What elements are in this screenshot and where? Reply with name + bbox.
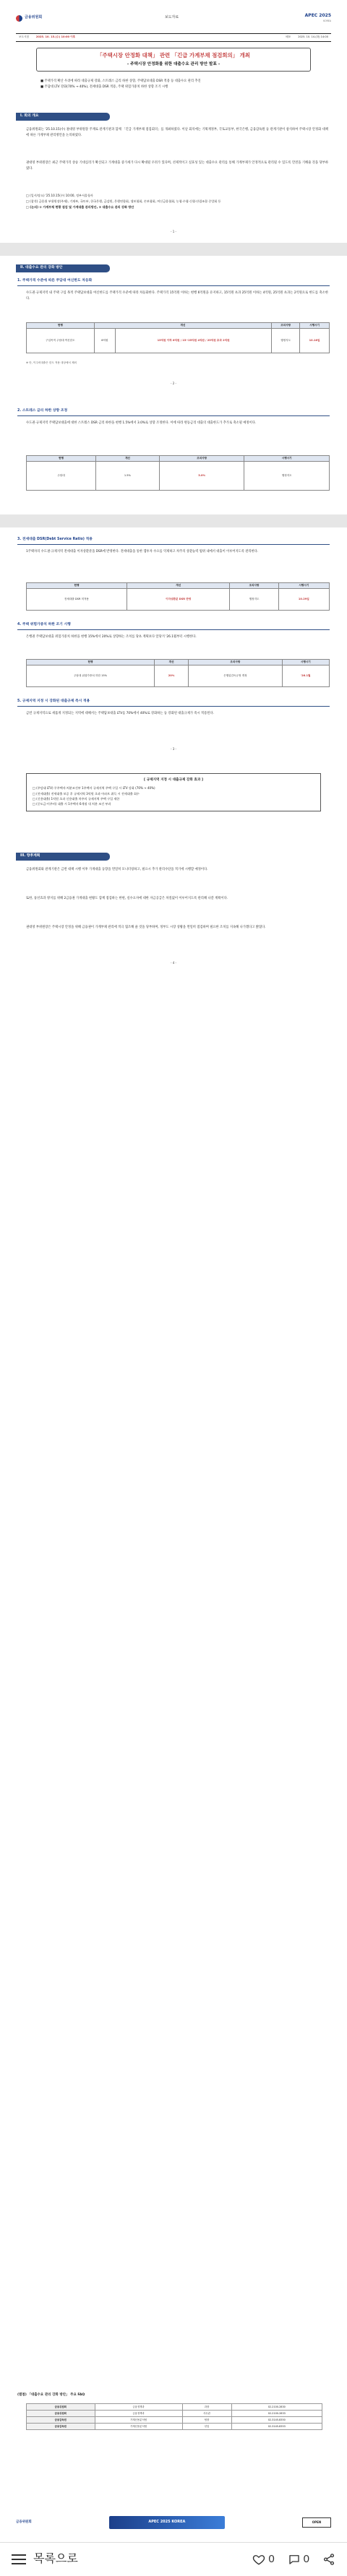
table-row: 구입목적 주담대 여신한도 6억원 15억원 이하 6억원 / 15~25억원 4억원 / 25억원 초과 2억원 행정지도 10.16일 xyxy=(27,329,330,353)
heart-icon xyxy=(252,2553,265,2566)
meeting-info xyxy=(26,194,328,211)
table-stress-rate: 현행 개선 조치사항 시행시기 주담대 1.5% 3.0% 행정지도 xyxy=(26,455,330,491)
section-title: III. 향후계획 xyxy=(16,853,110,861)
paragraph: 권대영 부위원장은 최근 주택가격 상승 기대심리가 확산되고 가계대출 증가세가 다시 확대될 우려가 있다며, 선제적이고 실효성 있는 대출수요 관리를 통해 가계부채가 안정적으로 관리될 수 있도록 만전을 기해줄 것을 당부하였다. xyxy=(26,161,328,171)
page-number: - 2 - xyxy=(171,382,176,385)
table-risk-weight: 현행 개선 조치사항 시행시기 주담대 위험가중치 하한 15% 20% 은행업감독규정 개정 '26.1월 xyxy=(26,659,330,687)
comment-button[interactable] xyxy=(288,2551,309,2567)
release-meta xyxy=(16,33,331,42)
paragraph: 은행권 주택담보대출 위험가중치 하한을 현행 15%에서 20%로 상향하는 조치를 당초 계획보다 앞당겨 '26.1월부터 시행한다. xyxy=(26,635,197,639)
section-title: II. 대출수요 관리 강화 방안 xyxy=(16,264,110,272)
table-row: 금융감독원 가계신용분석팀 선임 02-3145-8353 xyxy=(27,2424,322,2430)
dist-value: 2025. 10. 14.(화) 14:00 xyxy=(298,35,328,39)
open-license-badge: OPEN xyxy=(302,2517,331,2528)
page-number: - 4 - xyxy=(171,961,176,965)
meeting-info-item: □ (일시/장소) '25.10.15(수) 10:00, 정부서울청사 xyxy=(26,194,93,197)
box-item: □ (중도금·이주비) 대출 시 1주택자 6개월 내 처분 조건 부과 xyxy=(33,802,111,806)
like-button[interactable] xyxy=(252,2551,274,2567)
table-row: 전세대출 DSR 미적용 이자상환분 DSR 반영 행정지도 10.29일 xyxy=(27,589,330,611)
org-name: 금융위원회 xyxy=(25,15,43,20)
apec-banner: APEC 2025 KOREA xyxy=(109,2516,225,2529)
share-button[interactable] xyxy=(322,2553,335,2566)
subsection-title: 2. 스트레스 금리 하한 상향 조정 xyxy=(17,409,330,416)
doc-type: 보도자료 xyxy=(164,15,179,20)
paragraph: 금융위원회는 '25.10.15(수) 권대영 부위원장 주재로 관계기관과 함께 「긴급 가계부채 점검회의」를 개최하였다. 이날 회의에는 기획재정부, 국토교통부, 한국은행, 금융감독원 등 관계기관이 참석하여 주택시장 안정화 대책에 따른 가계부채 관리방안을 논의하였다. xyxy=(26,128,328,137)
page-number: - 1 - xyxy=(171,230,176,233)
list-icon[interactable] xyxy=(12,2554,26,2564)
embargo-value: 2025. 10. 15.(수) 10:00 이후 xyxy=(35,35,76,39)
document-header xyxy=(16,4,331,32)
attachment-title: (별첨) 「대출수요 관리 강화 방안」 주요 FAQ xyxy=(17,2393,85,2397)
summary-item: ■ 주담대 LTV 강화(70% → 40%), 전세대출 DSR 적용, 주택 위험가중치 하한 상향 조기 시행 xyxy=(40,85,168,90)
page-separator xyxy=(0,243,347,256)
subsection-title: 4. 주택 위험가중치 하한 조기 시행 xyxy=(17,623,330,630)
paragraph: 또한, 풍선효과 방지를 위해 2금융권 가계대출 현황도 함께 점검하는 한편, 실수요자에 대한 자금공급은 차질없이 이루어지도록 관리해 나갈 계획이다. xyxy=(26,897,228,900)
document-footer xyxy=(16,2512,331,2533)
table-loan-limit: 현행 개선 조치사항 시행시기 구입목적 주담대 여신한도 6억원 15억원 이하 6억원 / 15~25억원 4억원 / 25억원 초과 2억원 행정지도 10.16일 xyxy=(26,322,330,353)
box-item: □ (전세대출) 전세대출 보증 후 규제지역 3억원 초과 아파트 취득 시 전세대출 회수 xyxy=(33,791,140,796)
subsection-title: 3. 전세대출 DSR(Debt Service Ratio) 적용 xyxy=(17,538,330,545)
org-logo xyxy=(16,15,81,22)
page-separator xyxy=(0,514,347,527)
paragraph: 수도권·규제지역 내 주택 구입 목적 주택담보대출 여신한도를 주택가격 수준에 따라 차등화한다. 주택가격 15억원 이하는 현행 6억원을 유지하고, 15억원 초과 25억원 이하는 4억원, 25억원 초과는 2억원으로 한도를 축소한다. xyxy=(26,291,328,301)
paragraph: 수도권·규제지역 주택담보대출에 대한 스트레스 DSR 금리 하한을 현행 1.5%에서 3.0%로 상향 조정한다. 이에 따라 변동금리 대출의 대출한도가 추가로 축소될 예정이다. xyxy=(26,421,257,425)
page-number: - 3 - xyxy=(171,747,176,751)
title-box xyxy=(36,48,311,72)
table-row: 주담대 위험가중치 하한 15% 20% 은행업감독규정 개정 '26.1월 xyxy=(27,665,330,687)
comment-count: 0 xyxy=(303,2553,309,2566)
apec-logo: APEC 2025 KOREA xyxy=(304,13,331,23)
regulation-box xyxy=(26,773,321,811)
box-item: □ (주담대 LTV) 무주택자·처분조건부 1주택자 규제지역 주택 구입 시 LTV 강화 (70% → 40%) xyxy=(33,786,155,791)
table-row: 주담대 1.5% 3.0% 행정지도 xyxy=(27,462,330,491)
contact-table xyxy=(26,2403,322,2430)
paragraph: 1주택자의 수도권·규제지역 전세대출 이자상환분을 DSR에 반영한다. 전세대출을 통한 갭투자 수요를 억제하고 차주의 상환능력 범위 내에서 대출이 이루어지도록 관리한다. xyxy=(26,550,259,553)
table-row: 금융위원회 금융정책과 사무관 02-2100-2833 xyxy=(27,2411,322,2417)
meeting-info-item: □ (논의) ① 가계부채 현황 점검 및 가계대출 관리방안, ② 대출수요 관리 강화 방안 xyxy=(26,204,134,209)
page-title: 「주택시장 안정화 대책」 관련 「긴급 가계부채 점검회의」 개최 xyxy=(97,52,250,59)
paragraph: 금번 규제지역으로 새롭게 지정되는 지역에 대해서는 주택담보대출 LTV를 70%에서 40%로 강화하는 등 강화된 대출규제가 즉시 적용된다. xyxy=(26,712,215,715)
section-title: I. 회의 개요 xyxy=(16,113,110,121)
page-subtitle: - 주택시장 안정화를 위한 대출수요 관리 방안 발표 - xyxy=(127,61,220,66)
dist-label: 배포 xyxy=(286,35,291,39)
summary xyxy=(40,79,311,92)
back-to-list-button[interactable]: 목록으로 xyxy=(33,2553,78,2566)
bottom-app-bar xyxy=(0,2542,347,2576)
paragraph: 권대영 부위원장은 주택시장 안정을 위해 금융권이 가계부채 관리에 적극 협조해 줄 것을 당부하며, 정부도 시장 상황을 면밀히 점검하며 필요한 조치를 지속해 나가겠다고 밝혔다. xyxy=(26,926,266,929)
comment-icon xyxy=(288,2553,301,2566)
table-row: 금융감독원 가계신용분석팀 팀장 02-3145-8350 xyxy=(27,2417,322,2424)
table-note: ※ 단, 이주비대출은 한도 적용 대상에서 제외 xyxy=(26,361,77,364)
table-dsr: 현행 개선 조치사항 시행시기 전세대출 DSR 미적용 이자상환분 DSR 반영 행정지도 10.29일 xyxy=(26,582,330,611)
summary-item: ■ 주택가격 확산 우려에 따라 대출규제 강화, 스트레스 금리 하한 상향, 주택담보대출 DSR 적용 등 대출수요 관리 추진 xyxy=(40,79,201,83)
paragraph: 금융위원회와 관계기관은 금번 대책 시행 이후 가계대출 동향을 면밀히 모니터링하고, 필요시 추가 관리수단을 적기에 시행할 예정이다. xyxy=(26,868,208,871)
meeting-info-item: □ (참석) 금융위 부위원장(주재), 기재부, 국토부, 한국은행, 금감원, 은행연합회, 생보협회, 손보협회, 여신금융협회, 농협·수협·신협·산림조합 중앙회 등 xyxy=(26,199,221,203)
subsection-title: 1. 주택가격 수준에 따른 주담대 여신한도 차등화 xyxy=(17,279,330,286)
government-emblem-icon xyxy=(16,15,22,22)
subsection-title: 5. 규제지역 지정 시 강화된 대출규제 즉시 적용 xyxy=(17,699,330,707)
share-icon xyxy=(322,2553,335,2566)
box-item: □ (신용대출) 1억원 초과 신용대출 차주의 규제지역 주택 구입 제한 xyxy=(33,796,120,801)
embargo-label: 보도시점 xyxy=(19,35,29,39)
box-title: [ 규제지역 지정 시 대출규제 강화 효과 ] xyxy=(144,778,203,782)
like-count: 0 xyxy=(268,2553,275,2566)
footer-logo: 금융위원회 xyxy=(16,2520,32,2524)
table-row: 금융위원회 금융정책과 과장 02-2100-2830 xyxy=(27,2404,322,2411)
